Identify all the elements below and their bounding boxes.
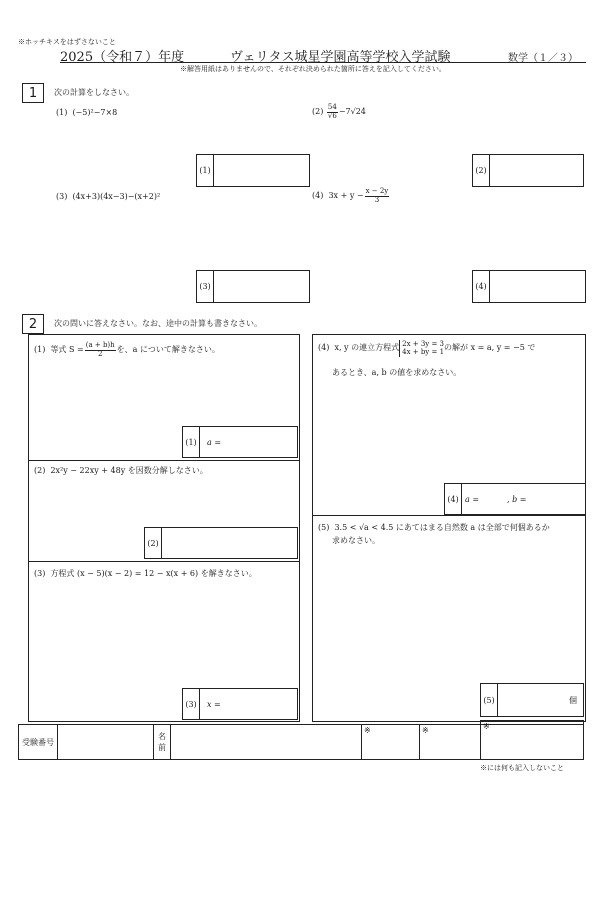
q2-1: (1) 等式 S = $\frac{(a + b)h}{2}$ を、a について解きなさい。 [34,341,220,358]
section-2-instruction: 次の問いに答えなさい。なお、途中の計算も書きなさい。 [54,319,262,328]
staple-notice: ※ホッチキスをはずさないこと [18,38,116,46]
q1-4: (4) 3x + y − $\frac{x - 2y}{3}$ [312,187,389,204]
answer-box-2-5[interactable]: (5) 個 [480,683,584,717]
q1-2: (2) $\frac{54}{√6}$ −7√24 [312,103,366,120]
answer-box-2-1[interactable]: (1) a = [182,426,298,458]
answer-box-2-4[interactable]: (4) a = , b = [444,483,586,515]
answer-box-1-4[interactable]: (4) [472,270,586,303]
answer-box-1-3[interactable]: (3) [196,270,310,303]
subject-page: 数学（１／３） [508,53,578,64]
exam-number-field[interactable] [57,724,154,760]
q1-3: (3) (4x+3)(4x−3)−(x+2)² [56,192,161,201]
name-label: 名 前 [153,724,171,760]
q2-4-line2: あるとき、a, b の値を求めなさい。 [332,368,462,377]
section-1-number: 1 [22,83,44,103]
exam-year: 2025（令和７）年度 [60,50,185,65]
section-2-number: 2 [22,314,44,334]
divider-2-3 [312,515,586,516]
footer-note: ※には何も記入しないこと [480,764,564,772]
q2-5: (5) 3.5 < √a < 4.5 にあてはまる自然数 a は全部で何個あるか [318,523,550,532]
answer-box-1-1[interactable]: (1) [196,154,310,187]
answer-note: ※解答用紙はありませんので、それぞれ決められた箇所に答えを記入してください。 [180,65,446,73]
score-cell-1: ※ [361,724,420,760]
q2-3: (3) 方程式 (x − 5)(x − 2) = 12 − x(x + 6) を解きなさい。 [34,569,257,578]
score-cell-total: ※ [480,720,584,760]
score-cell-2: ※ [419,724,481,760]
answer-box-2-3[interactable]: (3) x = [182,688,298,720]
q2-5-line2: 求めなさい。 [332,536,380,545]
exam-number-label: 受験番号 [18,724,58,760]
divider-2-2 [28,561,300,562]
answer-box-1-2[interactable]: (2) [472,154,584,187]
school-exam-title: ヴェリタス城星学園高等学校入学試験 [230,50,451,65]
q1-1: (1) (−5)²−7×8 [56,108,118,117]
q2-4: (4) x, y の連立方程式 2x + 3y = 3 4x + by = 1 の解が x = a, y = −5 で [318,340,536,357]
q2-2: (2) 2x²y − 22xy + 48y を因数分解しなさい。 [34,466,208,475]
section-1-instruction: 次の計算をしなさい。 [54,88,134,97]
answer-box-2-2[interactable]: (2) [144,527,298,559]
name-field[interactable] [170,724,362,760]
divider-2-1 [28,460,300,461]
header-rule [60,62,586,63]
